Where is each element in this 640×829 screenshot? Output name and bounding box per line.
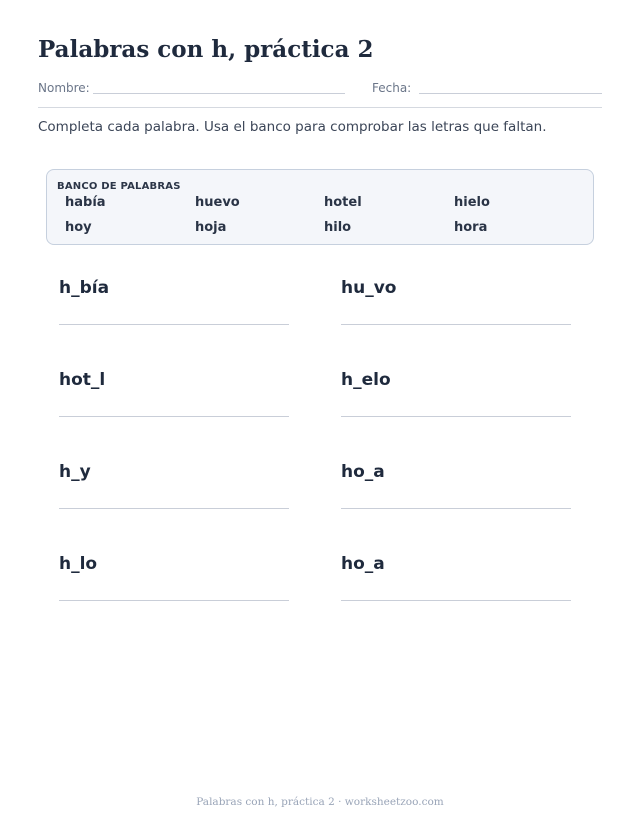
exercise-word: h_elo (341, 370, 391, 390)
exercise-item (341, 278, 571, 338)
exercise-item (341, 554, 571, 614)
bank-word: hoja (195, 220, 227, 235)
exercise-word: h_lo (59, 554, 98, 574)
exercise-word: h_y (59, 462, 91, 482)
bank-word: había (65, 195, 106, 210)
word-bank (46, 169, 594, 245)
page-footer: Palabras con h, práctica 2 · worksheetzoo.com (196, 796, 444, 808)
name-line[interactable] (93, 93, 345, 94)
exercise-word: hu_vo (341, 278, 397, 298)
bank-word: hoy (65, 220, 92, 235)
answer-line[interactable] (341, 600, 571, 601)
exercise-word: ho_a (341, 462, 385, 482)
page-title: Palabras con h, práctica 2 (38, 36, 374, 63)
bank-word: huevo (195, 195, 240, 210)
name-date-row (38, 78, 602, 108)
answer-line[interactable] (341, 416, 571, 417)
exercise-word: hot_l (59, 370, 106, 390)
bank-word: hotel (324, 195, 362, 210)
answer-line[interactable] (59, 600, 289, 601)
bank-word: hilo (324, 220, 352, 235)
exercise-word: ho_a (341, 554, 385, 574)
exercise-item (59, 278, 289, 338)
answer-line[interactable] (59, 416, 289, 417)
date-line[interactable] (419, 93, 602, 94)
exercise-word: h_bía (59, 278, 110, 298)
instructions: Completa cada palabra. Usa el banco para comprobar las letras que faltan. (38, 119, 547, 135)
exercise-item (341, 462, 571, 522)
name-label: Nombre: (38, 81, 90, 95)
bank-word: hielo (454, 195, 490, 210)
exercise-item (341, 370, 571, 430)
bank-word: hora (454, 220, 488, 235)
date-label: Fecha: (372, 81, 412, 95)
exercise-item (59, 554, 289, 614)
exercise-item (59, 462, 289, 522)
answer-line[interactable] (341, 324, 571, 325)
answer-line[interactable] (341, 508, 571, 509)
word-bank-heading: BANCO DE PALABRAS (57, 181, 181, 192)
answer-line[interactable] (59, 324, 289, 325)
answer-line[interactable] (59, 508, 289, 509)
exercise-item (59, 370, 289, 430)
